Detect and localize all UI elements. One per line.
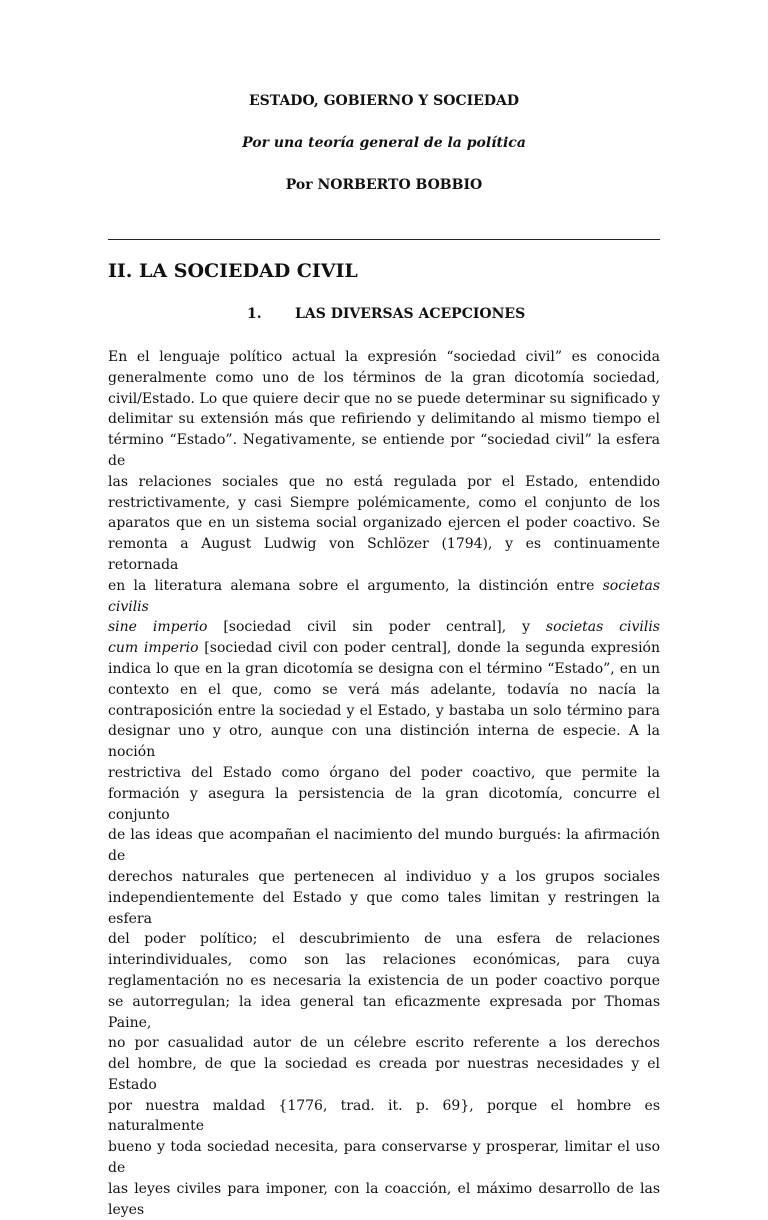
body-line: no por casualidad autor de un célebre escrito referente a los derechos — [108, 1035, 660, 1052]
body-line: designar uno y otro, aunque con una distinción interna de especie. A la noción — [108, 723, 660, 761]
body-line-part: en la literatura alemana sobre el argumento, la distinción entre — [108, 577, 603, 594]
latin-term: societas civilis — [545, 619, 660, 636]
body-line: generalmente como uno de los términos de la gran dicotomía sociedad, — [108, 369, 660, 386]
body-line: remonta a August Ludwig von Schlözer (1794), y es continuamente retornada — [108, 536, 660, 573]
body-line: de las ideas que acompañan el nacimiento del mundo burgués: la afirmación de — [108, 827, 660, 865]
body-line: contexto en el que, como se verá más adelante, todavía no nacía la — [108, 681, 660, 698]
body-line: bueno y toda sociedad necesita, para conservarse y prosperar, limitar el uso de — [108, 1139, 660, 1177]
body-line: por nuestra maldad {1776, trad. it. p. 69}, porque el hombre es naturalmente — [108, 1097, 660, 1135]
latin-term: societas civilis — [108, 577, 660, 615]
body-line: las relaciones sociales que no está regulada por el Estado, entendido — [108, 473, 660, 490]
horizontal-divider — [108, 239, 660, 240]
body-line: aparatos que en un sistema social organizado ejercen el poder coactivo. Se — [108, 515, 660, 532]
body-line-part: [sociedad civil con poder central], donde la segunda expresión — [198, 640, 660, 657]
latin-term: cum imperio — [108, 640, 199, 657]
body-line: interindividuales, como son las relaciones económicas, para cuya — [108, 952, 660, 969]
document-title: ESTADO, GOBIERNO Y SOCIEDAD — [249, 93, 519, 109]
document-subtitle: Por una teoría general de la política — [242, 135, 526, 151]
document-author: Por NORBERTO BOBBIO — [285, 177, 483, 193]
body-line: formación y asegura la persistencia de la gran dicotomía, concurre el conjunto — [108, 785, 660, 823]
body-line: del hombre, de que la sociedad es creada por nuestras necesidades y el Estado — [108, 1056, 660, 1093]
subsection-title: LAS DIVERSAS ACEPCIONES — [295, 306, 526, 322]
body-line — [108, 617, 660, 638]
body-line-part: [sociedad civil sin poder central], y — [207, 619, 546, 636]
body-line: reglamentación no es necesaria la existencia de un poder coactivo porque — [108, 972, 660, 989]
body-line: restrictiva del Estado como órgano del poder coactivo, que permite la — [108, 764, 660, 781]
body-line: se autorregulan; la idea general tan eficazmente expresada por Thomas Paine, — [108, 993, 660, 1031]
body-line — [108, 638, 660, 659]
subsection-number: 1. — [247, 306, 262, 322]
body-line — [108, 576, 660, 618]
body-line: restrictivamente, y casi Siempre polémicamente, como el conjunto de los — [108, 494, 660, 511]
body-line: las leyes civiles para imponer, con la coacción, el máximo desarrollo de las leyes — [108, 1180, 660, 1218]
body-line: civil/Estado. Lo que quiere decir que no se puede determinar su significado y — [108, 390, 660, 407]
body-line: En el lenguaje político actual la expresión “sociedad civil” es conocida — [108, 349, 660, 365]
body-line: delimitar su extensión más que refiriendo y delimitando al mismo tiempo el — [108, 411, 660, 428]
body-line: término “Estado”. Negativamente, se entiende por “sociedad civil” la esfera de — [108, 432, 660, 469]
section-heading: II. LA SOCIEDAD CIVIL — [108, 260, 358, 282]
body-line: derechos naturales que pertenecen al individuo y a los grupos sociales — [108, 868, 660, 885]
body-line: del poder político; el descubrimiento de una esfera de relaciones — [108, 931, 660, 948]
body-line: contraposición entre la sociedad y el Estado, y bastaba un solo término para — [108, 702, 660, 719]
body-paragraph — [108, 347, 660, 1220]
body-line: independientemente del Estado y que como tales limitan y restringen la esfera — [108, 889, 660, 927]
latin-term: sine imperio — [108, 619, 208, 636]
body-line: indica lo que en la gran dicotomía se designa con el término “Estado”, en un — [108, 660, 660, 677]
